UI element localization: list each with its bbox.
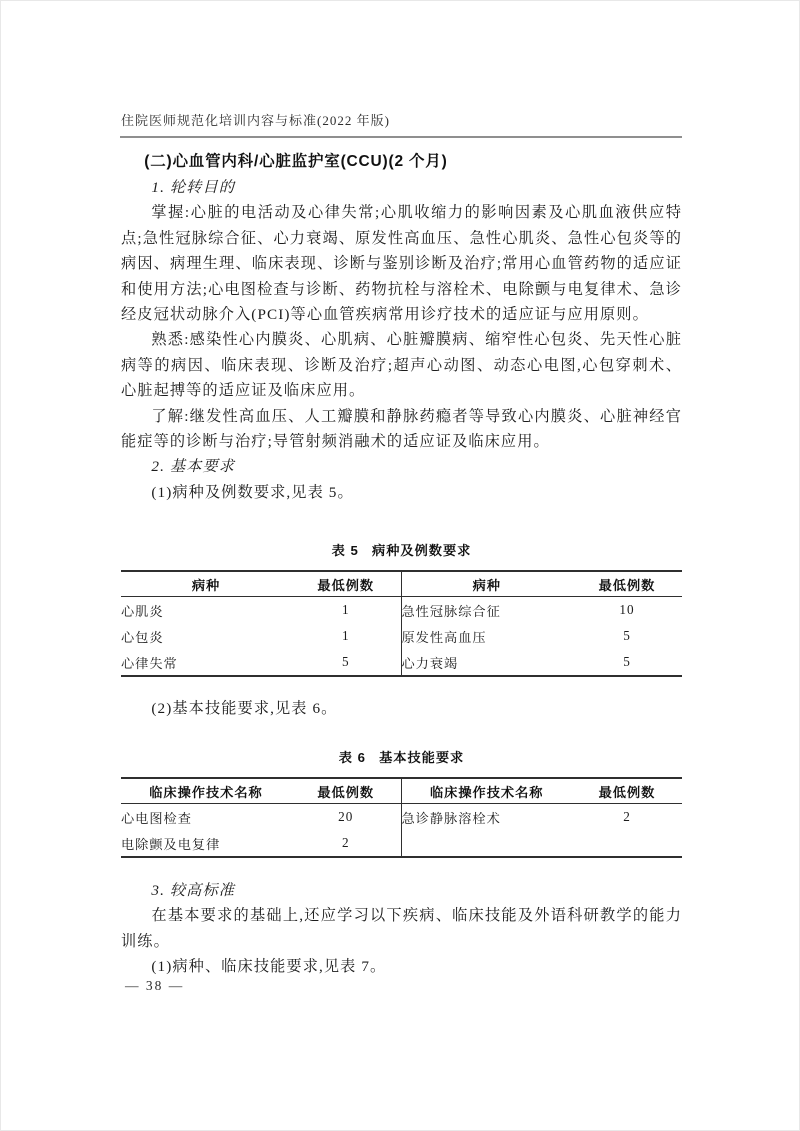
table5-row	[121, 649, 682, 676]
table6-cell: 20	[338, 809, 354, 824]
table5-cell: 5	[623, 654, 631, 669]
table6-cell: 心电图检查	[121, 810, 192, 826]
table6-header-skill-left: 临床操作技术名称	[121, 778, 291, 804]
table5-header-mincases-left: 最低例数	[291, 571, 401, 597]
section-title: (二)心血管内科/心脏监护室(CCU)(2 个月)	[144, 153, 448, 170]
table6-cell: 2	[623, 809, 631, 824]
header-rule	[120, 136, 682, 138]
table5-cell: 1	[341, 602, 350, 617]
table5-cell: 1	[341, 628, 350, 643]
table5-cell: 急性冠脉综合征	[401, 597, 572, 624]
table5-row	[121, 597, 682, 624]
table5-cell: 心肌炎	[121, 603, 164, 619]
table6-cell: 2	[341, 835, 350, 850]
table6-caption-text: 基本技能要求	[379, 750, 465, 765]
heading-higher-standard: 3. 较高标准	[151, 882, 236, 899]
table5-caption-text: 病种及例数要求	[372, 543, 472, 558]
table5-header-row	[121, 571, 682, 597]
table6-header-mincases-right: 最低例数	[572, 778, 682, 804]
line-basic-skill-requirement: (2)基本技能要求,见表 6。	[151, 700, 338, 717]
table5-cell: 5	[341, 654, 350, 669]
line-disease-skill-requirement: (1)病种、临床技能要求,见表 7。	[151, 958, 387, 976]
table6-cell: 电除颤及电复律	[121, 836, 221, 852]
table5-header-disease-right: 病种	[401, 571, 572, 597]
table5-cell: 心力衰竭	[401, 649, 572, 676]
table5-cell: 心律失常	[121, 655, 178, 671]
table5-cell: 10	[619, 602, 635, 617]
running-head: 住院医师规范化培训内容与标准(2022 年版)	[121, 113, 390, 128]
para-higher-standard: 在基本要求的基础上,还应学习以下疾病、临床技能及外语科研教学的能力训练。	[121, 907, 682, 950]
table6-cell	[401, 830, 572, 857]
table6-caption	[121, 747, 682, 768]
table5-cell: 5	[623, 628, 631, 643]
table5-cell: 心包炎	[121, 629, 164, 645]
table6-basic-skills	[121, 777, 682, 858]
table5-cell: 原发性高血压	[401, 623, 572, 649]
table5-header-mincases-right: 最低例数	[572, 571, 682, 597]
table6-block	[121, 747, 682, 858]
table5-header-disease-left: 病种	[121, 571, 291, 597]
page-number: — 38 —	[125, 978, 185, 993]
main-text-block	[121, 149, 682, 505]
table5-row	[121, 623, 682, 649]
heading-rotation-purpose: 1. 轮转目的	[151, 179, 236, 196]
table5-caption	[121, 540, 682, 561]
table6-header-skill-right: 临床操作技术名称	[401, 778, 572, 804]
higher-standard-block	[121, 878, 682, 980]
heading-basic-requirements: 2. 基本要求	[151, 458, 236, 476]
table5-caption-label: 表 5	[331, 543, 359, 558]
table5-block	[121, 540, 682, 677]
para-master: 掌握:心脏的电活动及心律失常;心肌收缩力的影响因素及心肌血液供应特点;急性冠脉综合征、心力衰竭、原发性高血压、急性心肌炎、急性心包炎等的病因、病理生理、临床表现、诊断与鉴别诊断及治疗;常用心血管药物的适应证和使用方法;心电图检查与诊断、药物抗栓与溶栓术、电除颤与电复律术、急诊经皮冠状动脉介入(PCI)等心血管疾病常用诊疗技术的适应证与应用原则。	[121, 204, 682, 324]
table6-cell: 急诊静脉溶栓术	[401, 804, 572, 831]
para-familiar: 熟悉:感染性心内膜炎、心肌病、心脏瓣膜病、缩窄性心包炎、先天性心脏病等的病因、临床表现、诊断及治疗;超声心动图、动态心电图,心包穿刺术、心脏起搏等的适应证及临床应用。	[121, 331, 682, 400]
table6-row	[121, 804, 682, 831]
table6-caption-label: 表 6	[338, 750, 366, 765]
table6-header-row	[121, 778, 682, 804]
table6-cell	[572, 830, 682, 857]
table5-disease-cases	[121, 570, 682, 677]
table6-row	[121, 830, 682, 857]
table6-header-mincases-left: 最低例数	[291, 778, 401, 804]
para-understand: 了解:继发性高血压、人工瓣膜和静脉药瘾者等导致心内膜炎、心脏神经官能症等的诊断与治疗;导管射频消融术的适应证及临床应用。	[121, 407, 682, 451]
line-disease-case-requirement: (1)病种及例数要求,见表 5。	[151, 483, 354, 501]
